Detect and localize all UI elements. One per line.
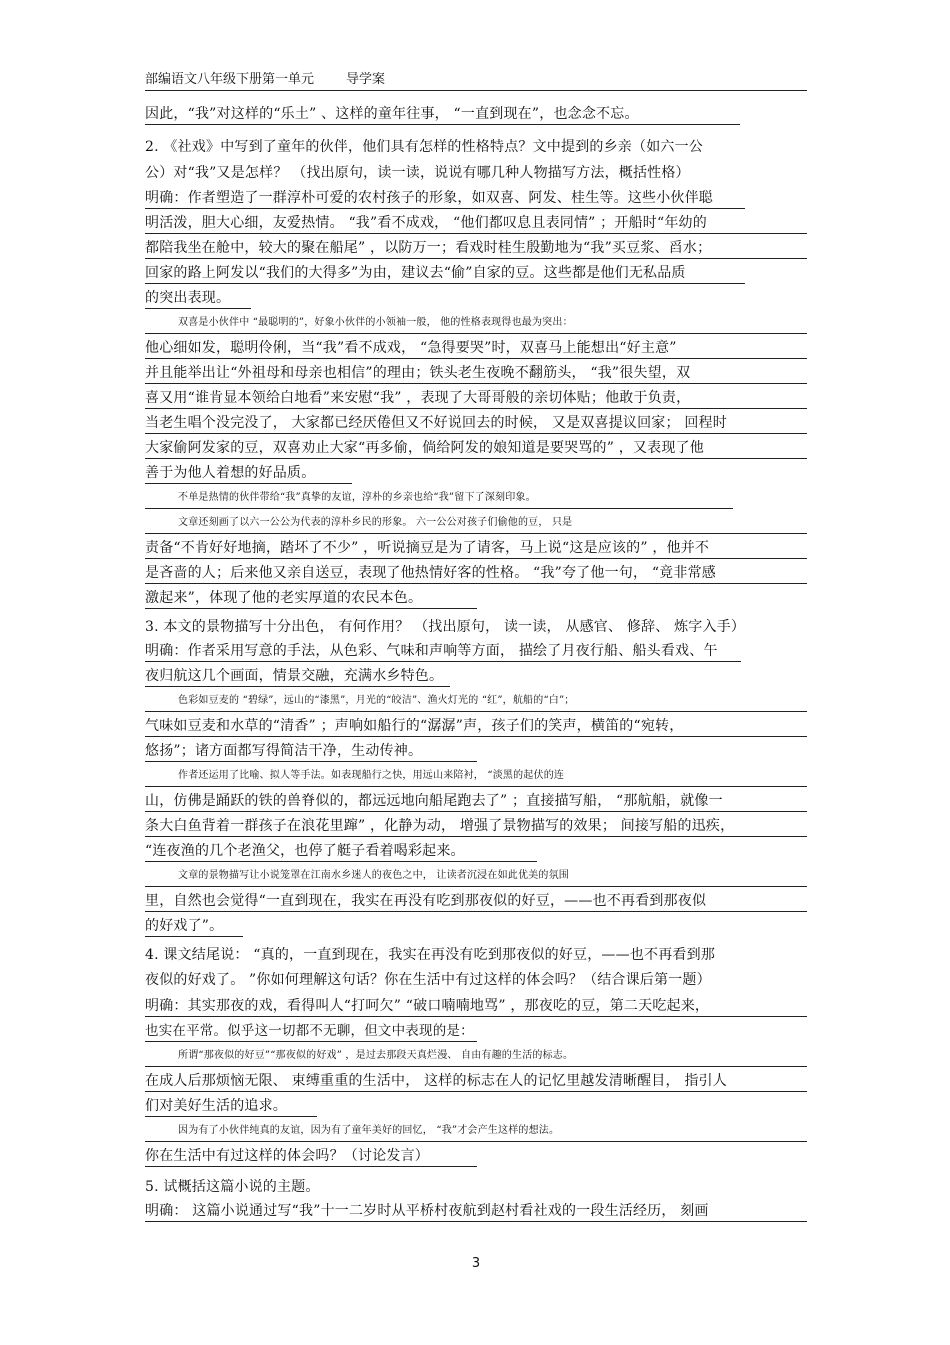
answer-line: 不单是热情的伙伴带给“我”真挚的友谊，淳朴的乡亲也给“我”留下了深刻印象。 (145, 488, 733, 509)
answer-line: 激起来”，体现了他的老实厚道的农民本色。 (145, 588, 477, 609)
answer-line: 气味如豆麦和水草的“清香” ；声响如船行的“潺潺”声，孩子们的笑声，横笛的“宛转， (145, 716, 807, 737)
question-line: 4. 课文结尾说： “真的，一直到现在，我实在再没有吃到那夜似的好豆，——也不再看到那 (145, 947, 716, 963)
answer-line: 们对美好生活的追求。 (145, 1096, 317, 1117)
answer-line: 喜又用“谁肯显本领给白地看”来安慰“我” ，表现了大哥哥般的亲切体贴；他敢于负责， (145, 388, 807, 409)
answer-line: 文章的景物描写让小说笼罩在江南水乡迷人的夜色之中， 让读者沉浸在如此优美的氛围 (145, 866, 807, 887)
answer-line: 双喜是小伙伴中 “最聪明的”，好象小伙伴的小领袖一般， 他的性格表现得也最为突出： (145, 313, 807, 334)
answer-line: 当老生唱个没完没了， 大家都已经厌倦但又不好说回去的时候， 又是双喜提议回家； 回程时 (145, 413, 807, 434)
answer-line: 夜归航这几个画面，情景交融，充满水乡特色。 (145, 666, 450, 687)
answer-line: 明确：作者采用写意的手法，从色彩、气味和声响等方面， 描绘了月夜行船、船头看戏、午 (145, 641, 741, 662)
answer-line: 大家偷阿发家的豆，双喜劝止大家“再多偷，倘给阿发的娘知道是要哭骂的” ，又表现了他 (145, 438, 807, 459)
answer-line: 是吝啬的人；后来他又亲自送豆，表现了他热情好客的性格。 “我”夸了他一句， “竟非常感 (145, 563, 807, 584)
answer-line: 文章还刻画了以六一公公为代表的淳朴乡民的形象。 六一公公对孩子们偷他的豆， 只是 (145, 513, 807, 534)
text-line: 公）对“我”又是怎样？ （找出原句，读一读，说说有哪几种人物描写方法，概括性格） (145, 165, 690, 181)
question-line: 2. 《社戏》中写到了童年的伙伴，他们具有怎样的性格特点？文中提到的乡亲（如六一公 (145, 139, 704, 155)
answer-line: 的突出表现。 (145, 288, 251, 309)
answer-line: 里，自然也会觉得“一直到现在，我实在再没有吃到那夜似的好豆，——也不再看到那夜似 (145, 891, 807, 912)
answer-line: 山，仿佛是踊跃的铁的兽脊似的，都远远地向船尾跑去了” ；直接描写船， “那航船，就像一 (145, 791, 807, 812)
header-title: 部编语文八年级下册第一单元 (145, 72, 315, 87)
page-header (145, 66, 807, 91)
answer-line: 明活泼，胆大心细，友爱热情。 “我”看不成戏， “他们都叹息且表同情” ；开船时“年幼的 (145, 213, 807, 234)
question-line: 3. 本文的景物描写十分出色， 有何作用？ （找出原句， 读一读， 从感官、 修辞、 炼字入手） (145, 619, 746, 635)
answer-line: 作者还运用了比喻、拟人等手法。如表现船行之快，用远山来陪衬， “淡黑的起伏的连 (145, 766, 807, 787)
answer-line: 都陪我坐在舱中，较大的聚在船尾” ，以防万一；看戏时桂生殷勤地为“我”买豆浆、舀水； (145, 238, 807, 259)
answer-line: 你在生活中有过这样的体会吗？（讨论发言） (145, 1146, 477, 1167)
answer-line: “连夜渔的几个老渔父，也停了艇子看着喝彩起来。 (145, 841, 537, 862)
answer-line: 的好戏了”。 (145, 916, 243, 937)
answer-line: 色彩如豆麦的 “碧绿”，远山的“漆黑”，月光的“皎洁”、渔火灯光的 “红”，航船的“白”； (145, 691, 807, 712)
answer-line: 善于为他人着想的好品质。 (145, 463, 352, 484)
text-line: 夜似的好戏了。 ”你如何理解这句话？你在生活中有过这样的体会吗？（结合课后第一题） (145, 972, 711, 988)
question-line: 5. 试概括这篇小说的主题。 (145, 1179, 320, 1195)
header-label: 导学案 (346, 72, 386, 87)
answer-line: 回家的路上阿发以“我们的大得多”为由，建议去“偷”自家的豆。这些都是他们无私品质 (145, 263, 745, 284)
answer-line: 悠扬”；诸方面都写得简洁干净，生动传神。 (145, 741, 477, 762)
answer-line: 他心细如发，聪明伶俐，当“我”看不成戏， “急得要哭”时，双喜马上能想出“好主意” (145, 338, 807, 359)
answer-line: 条大白鱼背着一群孩子在浪花里蹿” ，化静为动， 增强了景物描写的效果； 间接写船的迅疾， (145, 816, 807, 837)
answer-line: 因为有了小伙伴纯真的友谊，因为有了童年美好的回忆， “我”才会产生这样的想法。 (145, 1121, 807, 1142)
answer-line: 并且能举出让“外祖母和母亲也相信”的理由；铁头老生夜晚不翻筋头， “我”很失望，双 (145, 363, 807, 384)
answer-line: 在成人后那烦恼无限、 束缚重重的生活中， 这样的标志在人的记忆里越发清晰醒目， 指引人 (145, 1071, 807, 1092)
answer-line: 明确： 这篇小说通过写“我”十一二岁时从平桥村夜航到赵村看社戏的一段生活经历， 刻画 (145, 1201, 807, 1222)
answer-line: 明确：其实那夜的戏，看得叫人“打呵欠” “破口喃喃地骂” ，那夜吃的豆，第二天吃起来， (145, 996, 807, 1017)
answer-line: 明确：作者塑造了一群淳朴可爱的农村孩子的形象，如双喜、阿发、桂生等。这些小伙伴聪 (145, 188, 745, 209)
text-line: 因此，“我”对这样的“乐土” 、这样的童年往事， “一直到现在”，也念念不忘。 (145, 104, 740, 125)
answer-line: 责备“不肯好好地摘，踏坏了不少” ，听说摘豆是为了请客，马上说“这是应该的” ，他并不 (145, 538, 807, 559)
answer-line: 所谓“那夜似的好豆”“那夜似的好戏” ，是过去那段天真烂漫、 自由有趣的生活的标志。 (145, 1046, 807, 1067)
answer-line: 也实在平常。似乎这一切都不无聊，但文中表现的是： (145, 1021, 477, 1042)
page-number: 3 (471, 1256, 481, 1271)
